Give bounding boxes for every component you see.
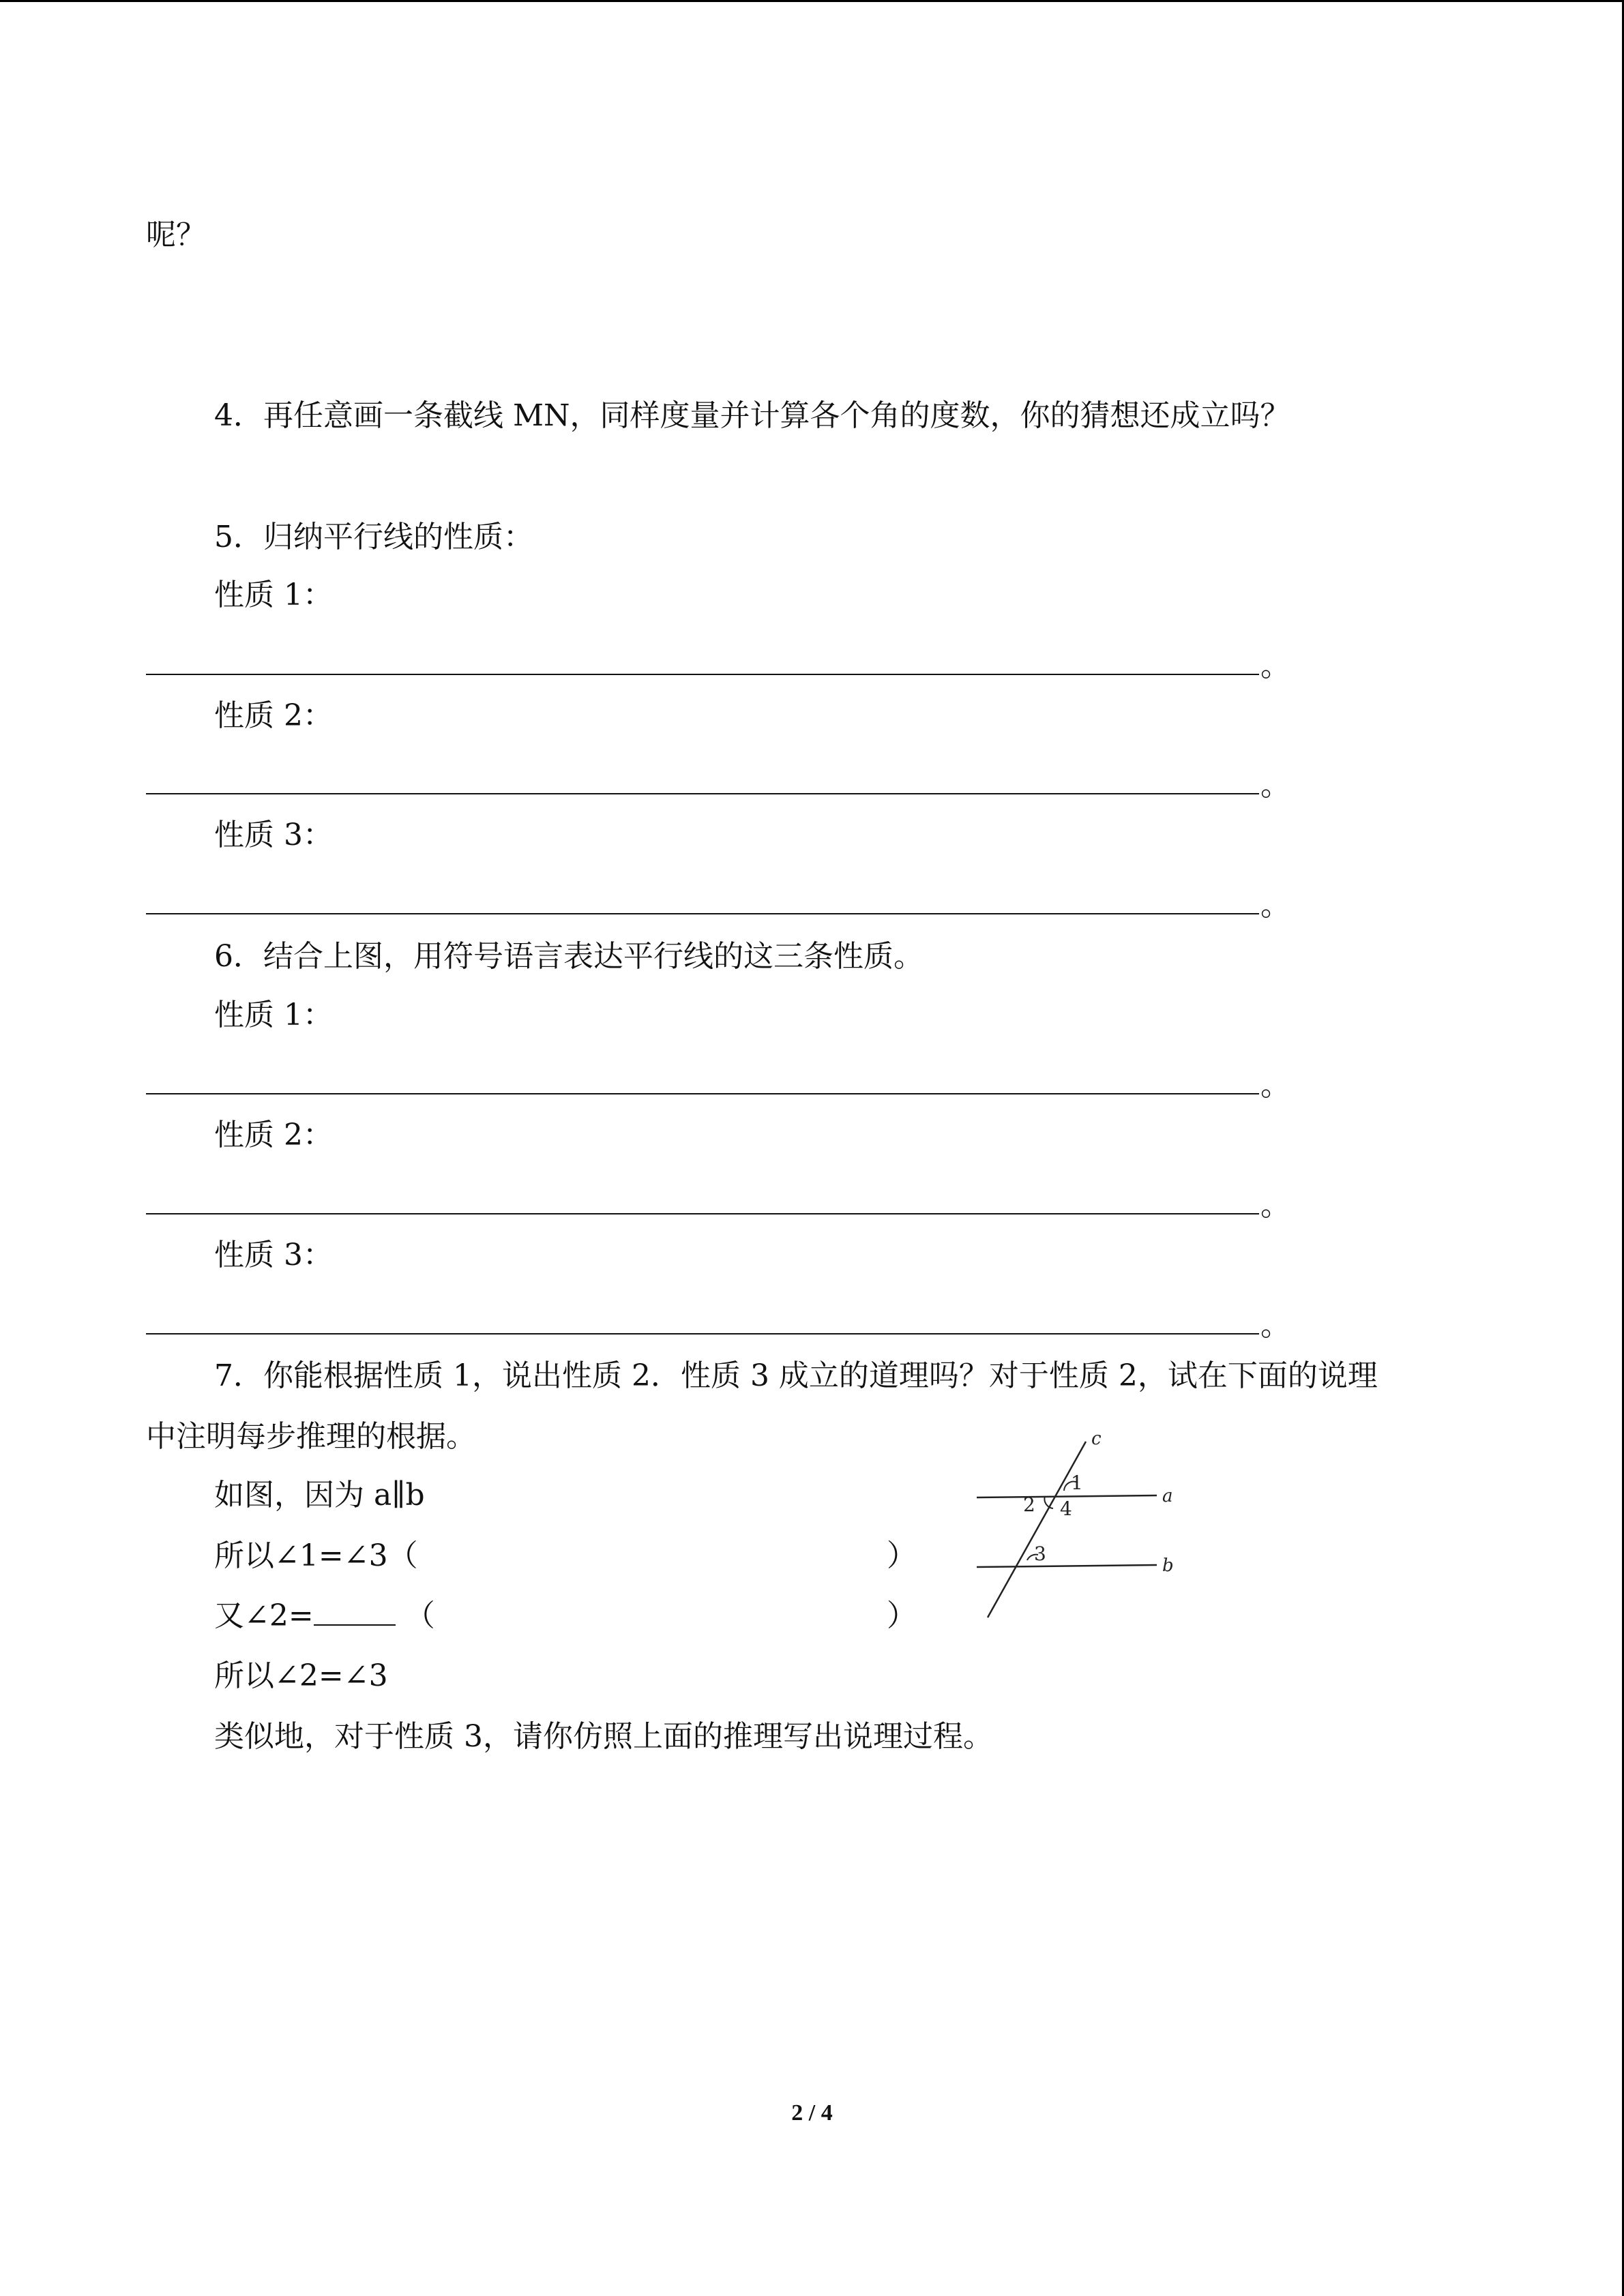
label-angle-1: 1: [1071, 1472, 1083, 1494]
question-4: 4．再任意画一条截线 MN，同样度量并计算各个角的度数，你的猜想还成立吗？: [214, 398, 1290, 433]
parallel-lines-figure: [969, 1425, 1194, 1630]
q6-property-1-period: 。: [1260, 1068, 1290, 1103]
label-a: a: [1162, 1486, 1173, 1506]
reasoning-step-2: 所以∠1=∠3（: [214, 1538, 418, 1573]
q5-property-2-label: 性质 2：: [214, 698, 333, 733]
question-5: 5．归纳平行线的性质：: [214, 520, 533, 554]
q6-property-3-answer-line[interactable]: [146, 1333, 1259, 1335]
reasoning-step-3-open-paren: （: [404, 1598, 435, 1633]
label-angle-3: 3: [1034, 1542, 1046, 1565]
q5-property-1-label: 性质 1：: [214, 578, 333, 612]
line-b: [977, 1565, 1157, 1567]
q6-property-3-label: 性质 3：: [214, 1238, 333, 1272]
q6-property-1-answer-line[interactable]: [146, 1093, 1259, 1094]
q5-property-2-answer-line[interactable]: [146, 793, 1259, 794]
q6-property-2-label: 性质 2：: [214, 1118, 333, 1152]
q6-property-2-answer-line[interactable]: [146, 1213, 1259, 1214]
page-number: 2 / 4: [791, 2100, 833, 2126]
reasoning-step-2-close-paren: ）: [887, 1538, 917, 1573]
label-angle-2: 2: [1023, 1493, 1035, 1516]
label-angle-4: 4: [1060, 1497, 1072, 1520]
q6-property-1-label: 性质 1：: [214, 998, 333, 1032]
reasoning-step-4: 所以∠2=∠3: [214, 1658, 388, 1693]
label-b: b: [1162, 1555, 1174, 1576]
q6-property-2-period: 。: [1260, 1188, 1290, 1223]
question-6: 6．结合上图，用符号语言表达平行线的这三条性质。: [214, 939, 924, 974]
text-continuation: 呢？: [146, 218, 206, 252]
reasoning-step-3-close-paren: ）: [887, 1598, 917, 1633]
label-c: c: [1091, 1429, 1102, 1449]
q5-property-3-period: 。: [1260, 888, 1290, 923]
reasoning-step-5: 类似地，对于性质 3，请你仿照上面的推理写出说理过程。: [214, 1719, 993, 1754]
q5-property-2-period: 。: [1260, 768, 1290, 803]
reasoning-step-3: [214, 1596, 435, 1637]
q6-property-3-period: 。: [1260, 1308, 1290, 1343]
q5-property-1-period: 。: [1260, 648, 1290, 683]
line-c: [988, 1442, 1086, 1617]
q5-property-1-answer-line[interactable]: [146, 674, 1259, 675]
question-7-line-1: 7．你能根据性质 1，说出性质 2．性质 3 成立的道理吗？对于性质 2，试在下面的说理: [214, 1358, 1378, 1393]
reasoning-step-3-prefix: 又∠2=: [214, 1598, 314, 1633]
q5-property-3-label: 性质 3：: [214, 818, 333, 852]
question-7-line-2: 中注明每步推理的根据。: [146, 1419, 476, 1454]
page-top-border: [0, 0, 1624, 2]
q5-property-3-answer-line[interactable]: [146, 913, 1259, 914]
reasoning-step-1: 如图，因为 a∥b: [214, 1478, 425, 1512]
reasoning-step-3-blank[interactable]: [314, 1597, 396, 1626]
